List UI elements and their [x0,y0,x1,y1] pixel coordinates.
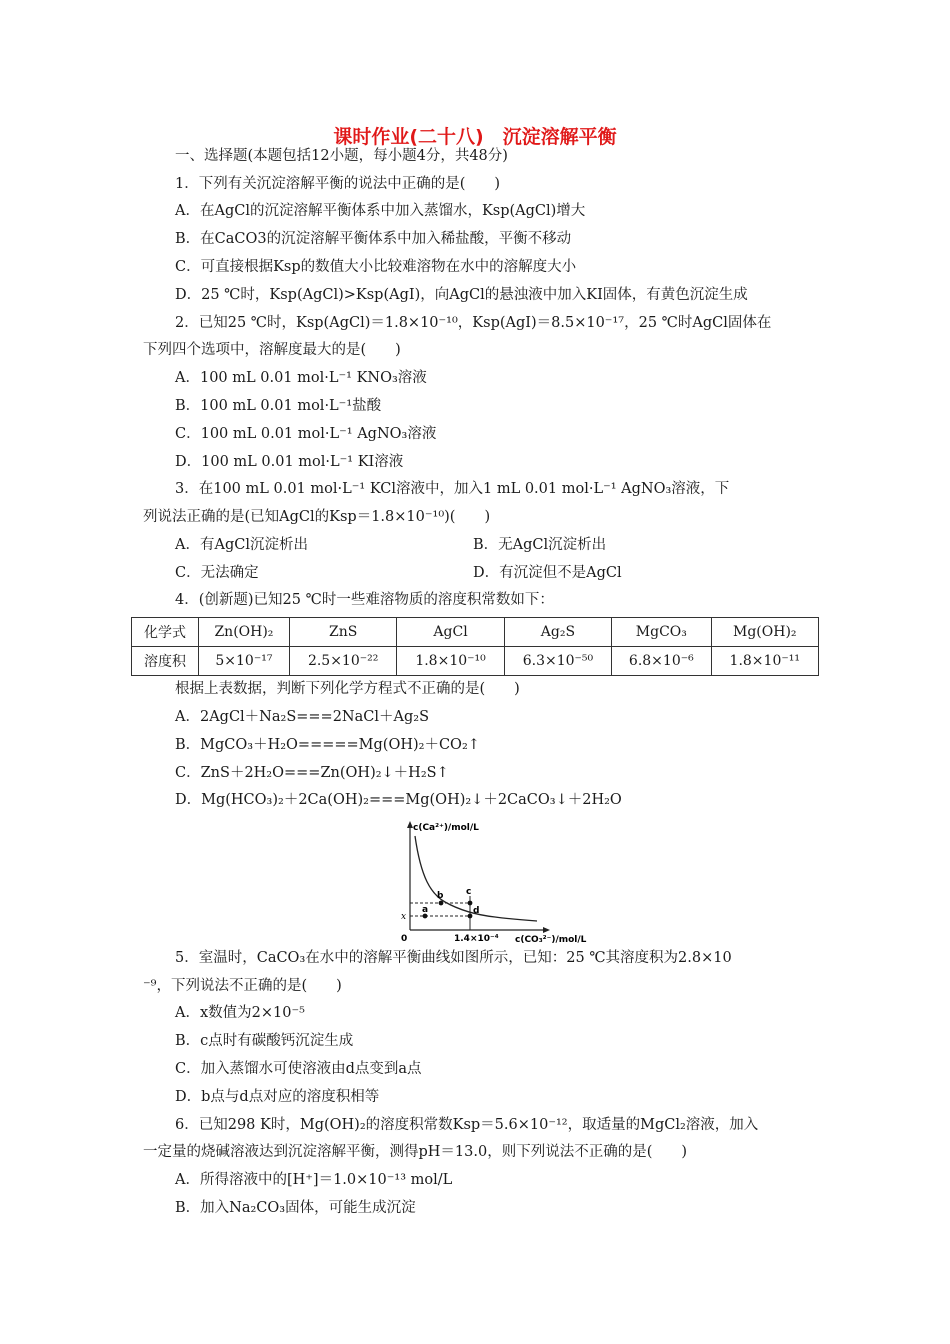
table-cell: Zn(OH)₂ [198,618,289,647]
point-b-marker [439,901,444,906]
q3-stem-line1: 3．在100 mL 0.01 mol·L⁻¹ KCl溶液中，加入1 mL 0.01 mol·L⁻¹ AgNO₃溶液，下 [175,481,730,497]
q2-option-d: D．100 mL 0.01 mol·L⁻¹ KI溶液 [175,454,404,470]
point-c-marker [468,901,473,906]
q4-option-a: A．2AgCl＋Na₂S===2NaCl＋Ag₂S [175,709,429,725]
q2-stem-line2: 下列四个选项中，溶解度最大的是( ) [143,342,401,358]
origin-label: 0 [401,934,408,944]
q3-option-b: B．无AgCl沉淀析出 [473,537,607,553]
ksp-table [131,617,819,676]
section-heading: 一、选择题(本题包括12小题，每小题4分，共48分) [175,148,508,164]
table-cell: 化学式 [132,618,199,647]
q1-option-d: D．25 ℃时，Ksp(AgCl)>Ksp(AgI)，向AgCl的悬浊液中加入KI固体，有黄色沉淀生成 [175,287,748,303]
table-cell: 5×10⁻¹⁷ [198,647,289,676]
x-mark-label: x [401,912,407,922]
q6-option-a: A．所得溶液中的[H⁺]＝1.0×10⁻¹³ mol/L [175,1172,453,1188]
q3-option-a: A．有AgCl沉淀析出 [175,537,308,553]
q1-stem: 1．下列有关沉淀溶解平衡的说法中正确的是( ) [175,176,501,192]
q3-option-d: D．有沉淀但不是AgCl [473,565,622,581]
q2-option-a: A．100 mL 0.01 mol·L⁻¹ KNO₃溶液 [175,370,427,386]
q2-stem-line1: 2．已知25 ℃时，Ksp(AgCl)＝1.8×10⁻¹⁰，Ksp(AgI)＝8.5×10⁻¹⁷，25 ℃时AgCl固体在 [175,315,772,331]
table-cell: Mg(OH)₂ [711,618,818,647]
table-cell: ZnS [289,618,396,647]
q4-option-d: D．Mg(HCO₃)₂＋2Ca(OH)₂===Mg(OH)₂↓＋2CaCO₃↓＋2H₂O [175,792,622,808]
x-axis-arrow [543,927,550,933]
page-title: 课时作业(二十八) 沉淀溶解平衡 [333,126,617,148]
x-tick-label: 1.4×10⁻⁴ [454,934,499,944]
q5-option-b: B．c点时有碳酸钙沉淀生成 [175,1033,354,1049]
y-axis-label: c(Ca²⁺)/mol/L [413,823,479,833]
table-cell: 1.8×10⁻¹¹ [711,647,818,676]
q5-option-a: A．x数值为2×10⁻⁵ [175,1005,305,1021]
q1-option-b: B．在CaCO3的沉淀溶解平衡体系中加入稀盐酸，平衡不移动 [175,231,572,247]
x-axis-label: c(CO₃²⁻)/mol/L [515,935,587,945]
table-row [132,647,819,676]
solubility-curve-figure [395,818,595,946]
point-d-label: d [473,906,480,916]
table-cell: 6.8×10⁻⁶ [612,647,711,676]
table-cell: MgCO₃ [612,618,711,647]
q3-stem-line2: 列说法正确的是(已知AgCl的Ksp＝1.8×10⁻¹⁰)( ) [143,509,491,525]
q5-stem-line2: ⁻⁹，下列说法不正确的是( ) [143,978,342,994]
q6-stem-line1: 6．已知298 K时，Mg(OH)₂的溶度积常数Ksp＝5.6×10⁻¹²，取适量的MgCl₂溶液，加入 [175,1117,759,1133]
point-d-marker [468,914,473,919]
q1-option-a: A．在AgCl的沉淀溶解平衡体系中加入蒸馏水，Ksp(AgCl)增大 [175,203,586,219]
q6-option-b: B．加入Na₂CO₃固体，可能生成沉淀 [175,1200,416,1216]
q6-stem-line2: 一定量的烧碱溶液达到沉淀溶解平衡，测得pH＝13.0，则下列说法不正确的是( ) [143,1144,688,1160]
table-cell: 溶度积 [132,647,199,676]
table-cell: Ag₂S [504,618,611,647]
q3-option-c: C．无法确定 [175,565,259,581]
table-cell: 2.5×10⁻²² [289,647,396,676]
q4-after-table: 根据上表数据，判断下列化学方程式不正确的是( ) [175,681,520,697]
q5-option-d: D．b点与d点对应的溶度积相等 [175,1089,380,1105]
q5-stem-line1: 5．室温时，CaCO₃在水中的溶解平衡曲线如图所示，已知：25 ℃其溶度积为2.8×10 [175,950,732,966]
point-a-label: a [422,905,429,915]
q1-option-c: C．可直接根据Ksp的数值大小比较难溶物在水中的溶解度大小 [175,259,577,275]
q2-option-c: C．100 mL 0.01 mol·L⁻¹ AgNO₃溶液 [175,426,437,442]
point-c-label: c [466,887,472,897]
q5-option-c: C．加入蒸馏水可使溶液由d点变到a点 [175,1061,422,1077]
q4-stem: 4．(创新题)已知25 ℃时一些难溶物质的溶度积常数如下： [175,592,554,608]
table-cell: AgCl [397,618,504,647]
q2-option-b: B．100 mL 0.01 mol·L⁻¹盐酸 [175,398,382,414]
q4-option-c: C．ZnS＋2H₂O===Zn(OH)₂↓＋H₂S↑ [175,765,449,781]
table-row [132,618,819,647]
table-cell: 6.3×10⁻⁵⁰ [504,647,611,676]
table-cell: 1.8×10⁻¹⁰ [397,647,504,676]
point-b-label: b [437,891,444,901]
q4-option-b: B．MgCO₃＋H₂O=====Mg(OH)₂＋CO₂↑ [175,737,480,753]
